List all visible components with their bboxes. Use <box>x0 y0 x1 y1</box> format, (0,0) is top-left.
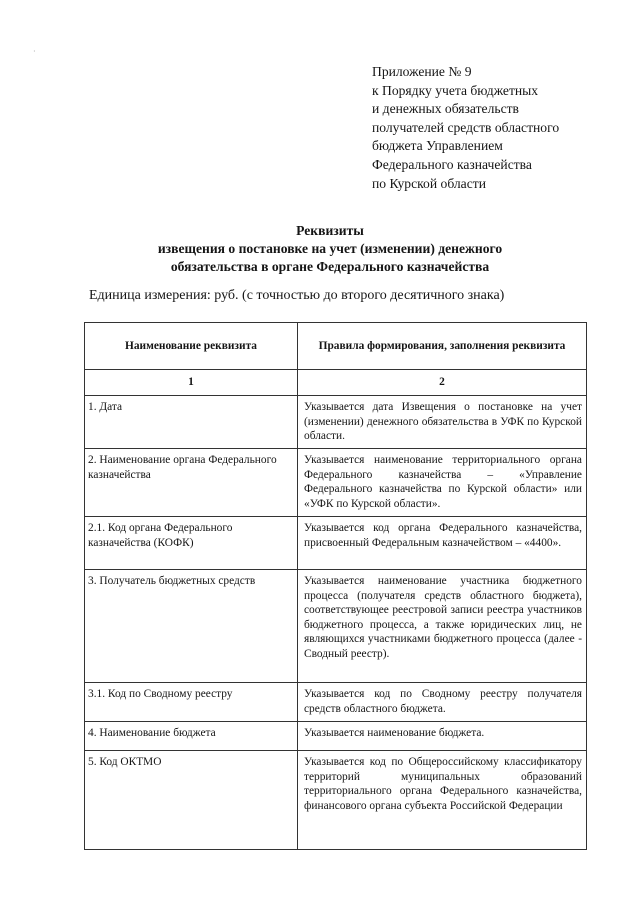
requisite-name: 2.1. Код органа Федерального казначейства (КОФК) <box>85 517 298 570</box>
appendix-line: по Курской области <box>372 175 486 191</box>
title-line: обязательства в органе Федерального казначейства <box>170 259 490 274</box>
appendix-line: к Порядку учета бюджетных <box>372 82 539 98</box>
requisite-name: 2. Наименование органа Федерального казначейства <box>85 449 298 517</box>
requisites-table <box>84 322 587 850</box>
table-header-row <box>85 323 587 370</box>
table-row <box>85 570 587 683</box>
scan-speck: · <box>33 47 36 56</box>
appendix-line: Федерального казначейства <box>372 156 532 172</box>
requisite-name: 4. Наименование бюджета <box>85 722 298 751</box>
unit-of-measure: Единица измерения: руб. (с точностью до второго десятичного знака) <box>89 288 505 303</box>
requisite-rule: Указывается код по Сводному реестру получателя средств областного бюджета. <box>298 683 587 722</box>
requisite-name: 1. Дата <box>85 396 298 449</box>
requisite-name: 5. Код ОКТМО <box>85 751 298 850</box>
appendix-line: Приложение № 9 <box>372 64 472 79</box>
table-row <box>85 722 587 751</box>
column-number: 2 <box>298 370 587 396</box>
requisite-rule: Указывается код органа Федерального казначейства, присвоенный Федеральным казначейством – «4400». <box>298 517 587 570</box>
title-line: Реквизиты <box>296 223 364 238</box>
requisite-rule: Указывается наименование бюджета. <box>298 722 587 751</box>
appendix-block <box>372 63 632 193</box>
table-row <box>85 751 587 850</box>
requisite-rule: Указывается дата Извещения о постановке на учет (изменении) денежного обязательства в УФК по Курской области. <box>298 396 587 449</box>
document-title <box>60 222 600 276</box>
appendix-line: получателей средств областного <box>372 119 560 135</box>
requisite-rule: Указывается наименование территориального органа Федерального казначейства – «Управление Федерального казначейства по Курской области» или «УФК по Курской области». <box>298 449 587 517</box>
column-header: Наименование реквизита <box>85 323 298 370</box>
title-line: извещения о постановке на учет (изменении) денежного <box>157 241 503 256</box>
requisite-name: 3. Получатель бюджетных средств <box>85 570 298 683</box>
requisite-rule: Указывается наименование участника бюджетного процесса (получателя средств областного бюджета), соответствующее реестровой записи реестра участников бюджетного процесса, а также юридических лиц, не являющихся участниками бюджетного процесса (далее - Сводный реестр). <box>298 570 587 683</box>
column-header: Правила формирования, заполнения реквизита <box>298 323 587 370</box>
column-number-row <box>85 370 587 396</box>
requisite-name: 3.1. Код по Сводному реестру <box>85 683 298 722</box>
requisite-rule: Указывается код по Общероссийскому классификатору территорий муниципальных образований территориального органа Федерального казначейства, финансового органа субъекта Российской Федерации <box>298 751 587 850</box>
column-number: 1 <box>85 370 298 396</box>
table-row <box>85 517 587 570</box>
appendix-line: и денежных обязательств <box>372 101 519 117</box>
table-row <box>85 449 587 517</box>
appendix-line: бюджета Управлением <box>372 138 503 154</box>
table-row <box>85 396 587 449</box>
table-row <box>85 683 587 722</box>
